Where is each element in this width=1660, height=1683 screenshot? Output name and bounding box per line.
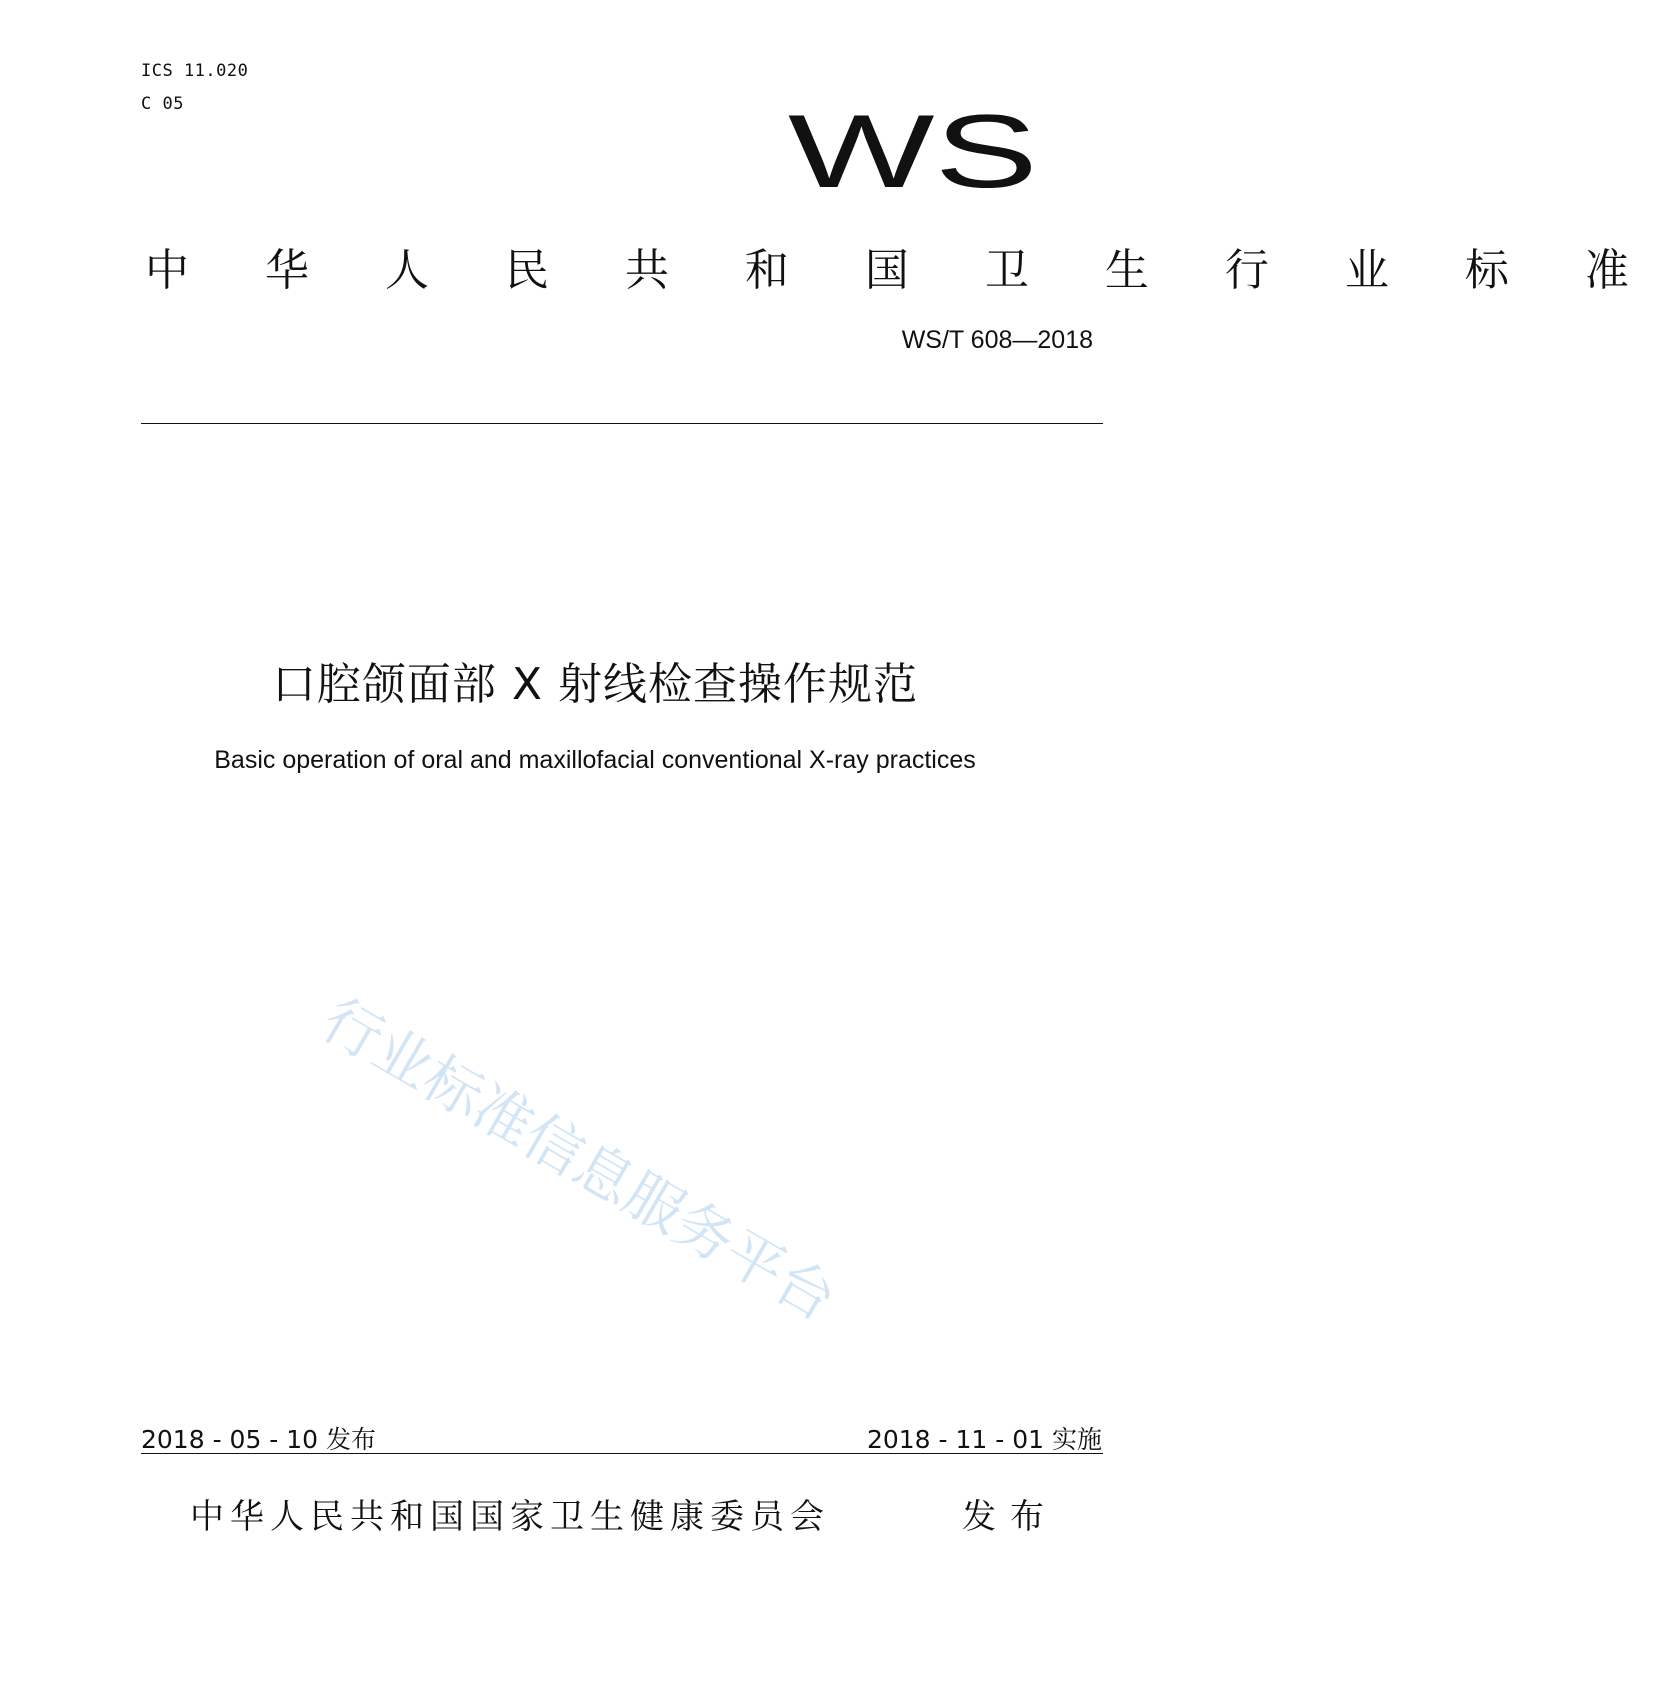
standard-number: WS/T 608—2018 — [901, 326, 1093, 354]
bottom-divider — [141, 1453, 1103, 1454]
watermark-text: 行业标准信息服务平台 — [311, 985, 848, 1335]
logo-text: WS — [788, 94, 1038, 210]
publish-date: 2018 - 05 - 10 发布 — [141, 1425, 377, 1454]
issuing-authority: 中华人民共和国国家卫生健康委员会 — [190, 1497, 830, 1537]
ccs-code: C 05 — [141, 94, 184, 114]
ics-code: ICS 11.020 — [141, 61, 249, 81]
standard-category: 中 华 人 民 共 和 国 卫 生 行 业 标 准 — [145, 245, 1660, 296]
effective-date: 2018 - 11 - 01 实施 — [866, 1425, 1102, 1454]
issued-label: 发布 — [962, 1497, 1058, 1537]
document-title-chinese: 口腔颌面部 X 射线检查操作规范 — [271, 659, 919, 710]
document-title-english: Basic operation of oral and maxillofacial conventional X-ray practices — [214, 746, 976, 774]
